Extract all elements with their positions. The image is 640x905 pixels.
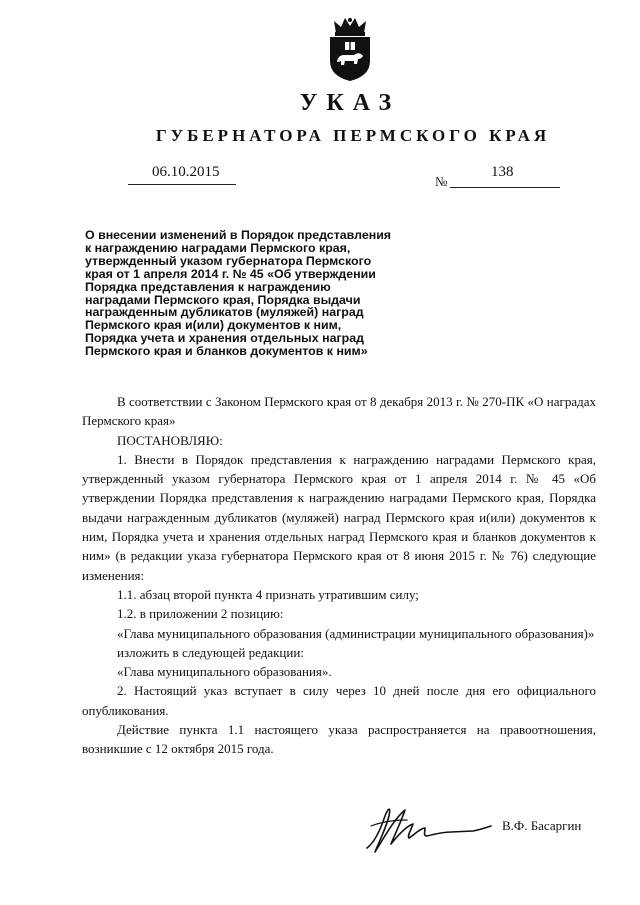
body-paragraph: изложить в следующей редакции: <box>117 644 304 660</box>
body-paragraph: В соответствии с Законом Пермского края от 8 декабря 2013 г. № 270-ПК «О наградах Пермского края» <box>82 394 596 429</box>
body-paragraph: 2. Настоящий указ вступает в силу через 10 дней после дня его официального опубликования. <box>82 683 596 718</box>
date-underline <box>128 184 236 185</box>
body-paragraph: «Глава муниципального образования (администрации муниципального образования)» <box>117 625 595 641</box>
document-body <box>82 392 596 759</box>
body-paragraph: 1. Внести в Порядок представления к награждению наградами Пермского края, утвержденный указом губернатора Пермского края от 1 апреля 2014 г. № 45 «Об утверждении Порядка представления к награждению наградами Пермского края, Порядка выдачи награжденным дубликатов (муляжей) наград Пермского края и(или) документов к ним, Порядка учета и хранения отдельных наград Пермского края и бланков документов к ним» (в редакции указа губернатора Пермского края от 8 июня 2015 г. № 76) следующие изменения: <box>82 451 596 583</box>
body-paragraph: Действие пункта 1.1 настоящего указа распространяется на правоотношения, возникшие с 12 октября 2015 года. <box>82 722 596 757</box>
body-paragraph: «Глава муниципального образования». <box>117 664 332 680</box>
body-paragraph: 1.2. в приложении 2 позицию: <box>117 606 284 622</box>
document-title: УКАЗ <box>299 90 401 116</box>
document-number: 138 <box>491 164 514 180</box>
number-underline <box>450 187 560 188</box>
number-label: № <box>435 174 448 189</box>
body-paragraph: 1.1. абзац второй пункта 4 признать утратившим силу; <box>117 586 419 602</box>
document-heading: О внесении изменений в Порядок представления к награждению наградами Пермского края, утвержденный указом губернатора Пермского края от 1 апреля 2014 г. № 45 «Об утверждении Порядка представления к награждению наградами Пермского края, Порядка выдачи награжденным дубликатов (муляжей) наград Пермского края и(или) документов к ним, Порядка учета и хранения отдельных наград Пермского края и бланков документов к ним» <box>85 228 392 359</box>
signer-name: В.Ф. Басаргин <box>502 818 582 833</box>
coat-of-arms-icon <box>327 16 373 82</box>
issuer-title: ГУБЕРНАТОРА ПЕРМСКОГО КРАЯ <box>155 126 551 145</box>
signature-icon <box>355 798 495 858</box>
decree-keyword: ПОСТАНОВЛЯЮ: <box>117 432 223 448</box>
document-date: 06.10.2015 <box>152 164 220 180</box>
